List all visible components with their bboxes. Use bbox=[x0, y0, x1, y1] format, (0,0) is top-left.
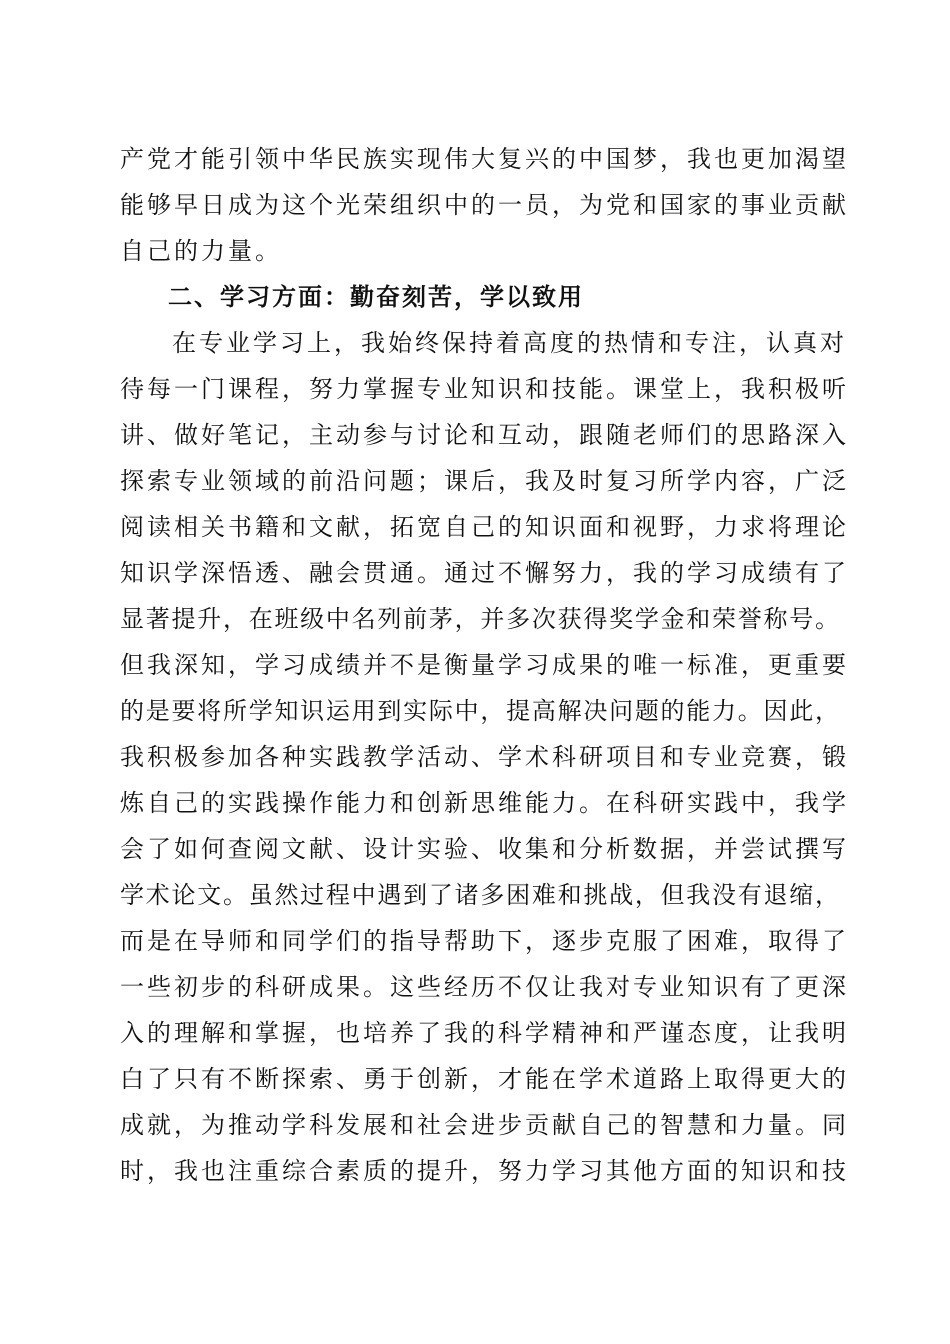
paragraph-line: 产党才能引领中华民族实现伟大复兴的中国梦，我也更加渴望 bbox=[120, 145, 849, 173]
paragraph-line: 的是要将所学知识运用到实际中，提高解决问题的能力。因此， bbox=[120, 697, 840, 725]
paragraph-line: 知识学深悟透、融会贯通。通过不懈努力，我的学习成绩有了 bbox=[120, 559, 849, 587]
paragraph-line: 显著提升，在班级中名列前茅，并多次获得奖学金和荣誉称号。 bbox=[120, 605, 840, 633]
paragraph-line: 白了只有不断探索、勇于创新，才能在学术道路上取得更大的 bbox=[120, 1065, 849, 1093]
paragraph-line: 阅读相关书籍和文献，拓宽自己的知识面和视野，力求将理论 bbox=[120, 513, 849, 541]
paragraph-line: 学术论文。虽然过程中遇到了诸多困难和挑战，但我没有退缩， bbox=[120, 881, 840, 909]
paragraph-line: 待每一门课程，努力掌握专业知识和技能。课堂上，我积极听 bbox=[120, 375, 849, 403]
paragraph-line: 入的理解和掌握，也培养了我的科学精神和严谨态度，让我明 bbox=[120, 1019, 849, 1047]
paragraph-line: 探索专业领域的前沿问题；课后，我及时复习所学内容，广泛 bbox=[120, 467, 849, 495]
paragraph-line: 一些初步的科研成果。这些经历不仅让我对专业知识有了更深 bbox=[120, 973, 849, 1001]
section-heading: 二、学习方面：勤奋刻苦，学以致用 bbox=[168, 283, 584, 311]
paragraph-line: 自己的力量。 bbox=[120, 237, 282, 265]
paragraph-line: 我积极参加各种实践教学活动、学术科研项目和专业竞赛，锻 bbox=[120, 743, 849, 771]
paragraph-line: 炼自己的实践操作能力和创新思维能力。在科研实践中，我学 bbox=[120, 789, 849, 817]
paragraph-line: 会了如何查阅文献、设计实验、收集和分析数据，并尝试撰写 bbox=[120, 835, 849, 863]
paragraph-line: 时，我也注重综合素质的提升，努力学习其他方面的知识和技 bbox=[120, 1157, 849, 1185]
paragraph-line: 能够早日成为这个光荣组织中的一员，为党和国家的事业贡献 bbox=[120, 191, 849, 219]
paragraph-line: 但我深知，学习成绩并不是衡量学习成果的唯一标准，更重要 bbox=[120, 651, 849, 679]
paragraph-line: 讲、做好笔记，主动参与讨论和互动，跟随老师们的思路深入 bbox=[120, 421, 849, 449]
paragraph-line: 成就，为推动学科发展和社会进步贡献自己的智慧和力量。同 bbox=[120, 1111, 849, 1139]
paragraph-line: 而是在导师和同学们的指导帮助下，逐步克服了困难，取得了 bbox=[120, 927, 849, 955]
paragraph-line: 在专业学习上，我始终保持着高度的热情和专注，认真对 bbox=[172, 329, 847, 357]
document-body bbox=[120, 136, 849, 1194]
